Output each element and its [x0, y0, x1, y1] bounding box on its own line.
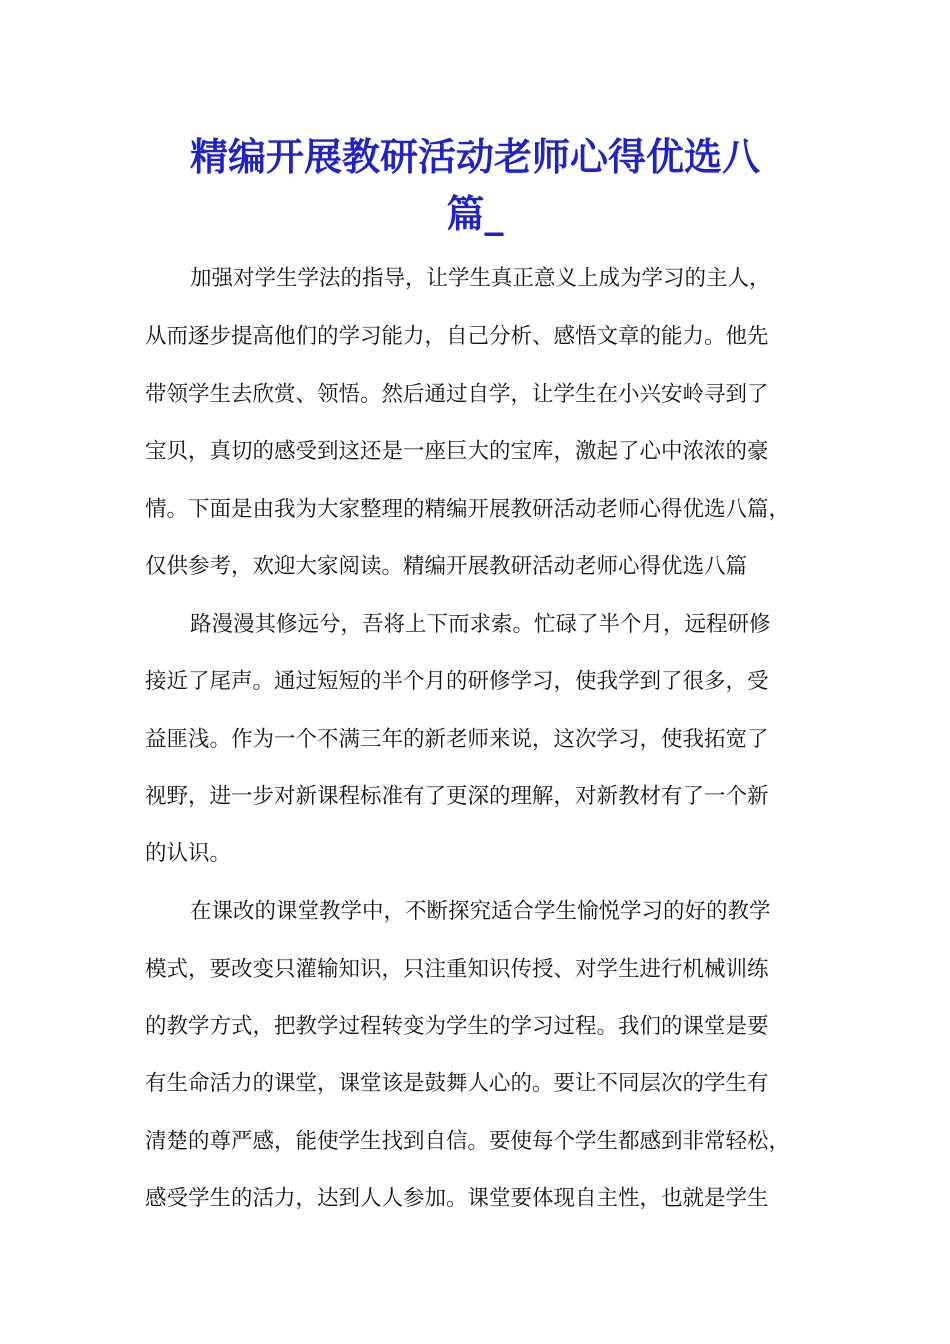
paragraph-line: 在课改的课堂教学中，不断探究适合学生愉悦学习的好的教学	[190, 899, 771, 924]
paragraph-line: 宝贝，真切的感受到这还是一座巨大的宝库，激起了心中浓浓的豪	[145, 439, 769, 464]
paragraph-line: 视野，进一步对新课程标准有了更深的理解，对新教材有了一个新	[145, 784, 769, 809]
paragraph-line: 益匪浅。作为一个不满三年的新老师来说，这次学习，使我拓宽了	[145, 727, 769, 752]
paragraph-line: 清楚的尊严感，能使学生找到自信。要使每个学生都感到非常轻松，	[145, 1129, 791, 1154]
paragraph-line: 路漫漫其修远兮，吾将上下而求索。忙碌了半个月，远程研修	[190, 612, 771, 637]
page-title	[120, 128, 830, 242]
paragraph-line: 有生命活力的课堂，课堂该是鼓舞人心的。要让不同层次的学生有	[145, 1071, 769, 1096]
paragraph-line: 仅供参考，欢迎大家阅读。精编开展教研活动老师心得优选八篇	[145, 554, 748, 579]
paragraph-line: 从而逐步提高他们的学习能力，自己分析、感悟文章的能力。他先	[145, 324, 769, 349]
paragraph-line: 接近了尾声。通过短短的半个月的研修学习，使我学到了很多，受	[145, 669, 769, 694]
paragraph-line: 模式，要改变只灌输知识，只注重知识传授、对学生进行机械训练	[145, 957, 769, 982]
paragraph-line: 加强对学生学法的指导，让学生真正意义上成为学习的主人，	[190, 266, 771, 291]
paragraph-line: 带领学生去欣赏、领悟。然后通过自学，让学生在小兴安岭寻到了	[145, 382, 769, 407]
title-line-2: 篇_	[446, 191, 504, 236]
paragraph-line: 感受学生的活力，达到人人参加。课堂要体现自主性，也就是学生	[145, 1186, 769, 1211]
paragraph-line: 情。下面是由我为大家整理的精编开展教研活动老师心得优选八篇，	[145, 497, 791, 522]
title-line-1: 精编开展教研活动老师心得优选八	[189, 134, 760, 179]
paragraph-line: 的认识。	[145, 841, 232, 866]
paragraph-line: 的教学方式，把教学过程转变为学生的学习过程。我们的课堂是要	[145, 1014, 769, 1039]
